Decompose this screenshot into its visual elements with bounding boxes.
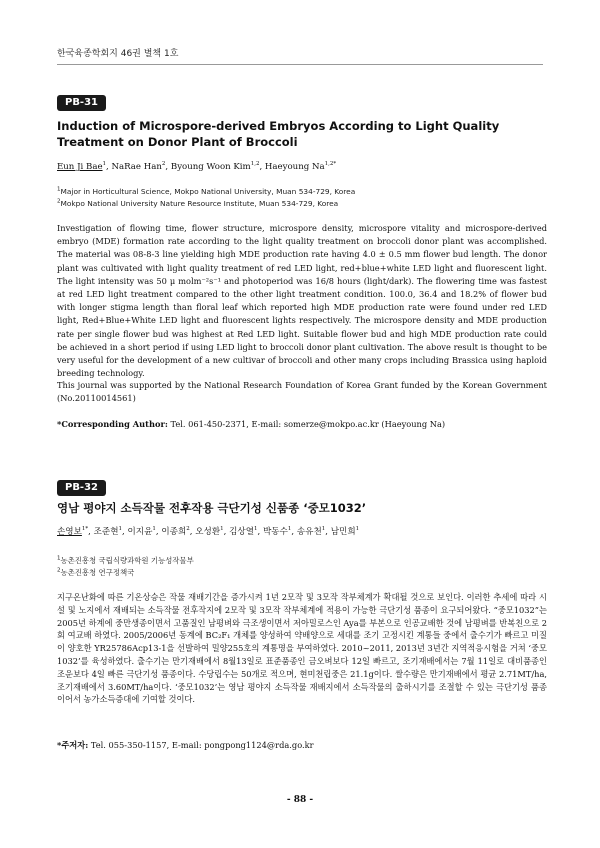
abstract-text: 지구온난화에 따른 기온상승은 작물 재배기간을 증가시켜 1년 2모작 및 3모작 작부체계가 확대될 것으로 보인다. 이러한 추세에 따라 시설 및 노지에서 재배되는 소득작물 전후작지에 2모작 및 3모작 작부체계에 적용이 가능한 극단기성 품종이 요구되어왔다. “중모1032”는 2005년 하계에 중만생종이면서 고품질인 남평벼와 극조생이면서 저아밀로스인 Aya를 부본으로 인공교배한 것에 남평벼를 반복친으로 2회 여교배 하였다. 2005/2006년 동계에 BC₂F₁ 개체를 양성하여 약배양으로 세대를 조기 고정시킨 계통들 중에서 출수기가 빠르고 미질이 양호한 YR25786Acp13-1을 선발하여 밀양255호의 계통명을 부여하였다. 2010~2011, 2013년 3년간 지역적응시험을 거쳐 ‘중모1032’를 육성하였다. 출수기는 만기재배에서 8월13일로 표준품종인 금오벼보다 12일 빠르고, 조기재배에서는 7월 11일로 대비품종인 조운보다 4일 빠른 극단기성 품종이다. 수당립수는 50개로 적으며, 현미천립중은 21.1g이다. 쌀수량은 만기재배에서 평균 2.71MT/ha, 조기재배에서 3.60MT/ha이다. ‘중모1032’는 영남 평야지 소득작물 재배지에서 소득작물의 출하시기를 조절할 수 있는 극단기성 품종이어서 농가소득증대에 기여할 것이다.	[57, 592, 547, 705]
affiliation-list	[57, 186, 547, 209]
author-affiliation-mark: 1	[254, 526, 258, 533]
author	[94, 527, 122, 537]
affiliation-mark: 2	[57, 198, 61, 205]
author	[57, 162, 106, 172]
author-affiliation-mark: 1*	[81, 526, 89, 533]
abstract-text: Investigation of flowing time, flower structure, microspore density, microspore vitality and microspore-derived embryo (MDE) formation rate according to the light quality treatment on broccoli donor plant was accomplished. The material was 08-8-3 line yielding high MDE production rate having 4.0 ± 0.5 mm flower bud length. The donor plant was cultivated with light quality treatment of red LED light, red+blue+white LED light and fluorescent light. The light intensity was 50 μ molm⁻²s⁻¹ and photoperiod was 16/8 hours (light/dark). The flowering time was fastest at red LED light treatment compared to the other light treatment condition. 100.0, 36.4 and 18.2% of flower bud with longer stigma length than floral leaf which reported high MDE production rate were found under red LED light, Red+Blue+White LED light and fluorescent lights respectively. The microspore density and MDE production rate per single flower bud was highest at Red LED light. Suitable flower bud and high MDE production rate could be achieved in a short period if using LED light to broccoli donor plant cultivation. The above result is thought to be very useful for the development of a new cultivar of broccoli and other many crops including Brassica using haploid breeding technology.	[57, 223, 547, 379]
author-name: 조준현	[93, 527, 119, 537]
author	[195, 527, 223, 537]
abstract-id-badge: PB-32	[57, 480, 106, 496]
affiliation-mark: 1	[57, 186, 61, 193]
author-affiliation-mark: 1,2*	[324, 161, 337, 168]
acknowledgement-text: This journal was supported by the National Research Foundation of Korea Grant funded by the Korean Government (No.20110014561)	[57, 380, 547, 404]
abstract-id-badge: PB-31	[57, 95, 106, 111]
journal-header: 한국육종학회지 46권 별책 1호	[57, 49, 179, 59]
paper-title: 영남 평야지 소득작물 전후작용 극단기성 신품종 ‘중모1032’	[57, 501, 367, 515]
author-name: 손영보	[57, 527, 82, 537]
author-affiliation-mark: 1	[152, 526, 156, 533]
corresponding-contact: Tel. 061-450-2371, E-mail: somerze@mokpo.ac.kr (Haeyoung Na)	[170, 419, 446, 429]
affiliation-mark: 1	[57, 555, 61, 562]
affiliation	[57, 198, 547, 210]
author-affiliation-mark: 1,2	[250, 161, 260, 168]
author	[171, 162, 260, 172]
author-name: 오성환	[195, 527, 221, 537]
affiliation-text: 농촌진흥청 국립식량과학원 기능성작물부	[60, 556, 194, 565]
author-name: 김상열	[229, 527, 255, 537]
author	[297, 527, 325, 537]
author-affiliation-mark: 1	[321, 526, 326, 533]
author	[265, 162, 336, 172]
author-name: 송유천	[296, 527, 322, 537]
author-name: 남민희	[330, 527, 356, 537]
author-name: Haeyoung Na	[264, 162, 325, 172]
author	[263, 527, 291, 537]
author	[229, 527, 257, 537]
corresponding-author	[57, 739, 547, 752]
author	[161, 527, 189, 537]
affiliation	[57, 555, 547, 567]
author-affiliation-mark: 1	[355, 526, 360, 533]
author-name: 이지윤	[127, 527, 153, 537]
affiliation-list	[57, 555, 547, 578]
author-affiliation-mark: 1	[287, 526, 292, 533]
author-name: Byoung Woon Kim	[170, 162, 251, 172]
paper-title: Induction of Microspore-derived Embryos According to Light Quality Treatment on Donor Plant of Broccoli	[57, 119, 500, 149]
author-affiliation-mark: 2	[186, 526, 190, 533]
affiliation	[57, 186, 547, 198]
author	[57, 527, 88, 537]
author-list: Eun Ji Bae$^1$, NaRae Han$^2$, Byoung Woon Kim$^{1,2}$, Haeyoung $Na^{1,2*}$	[57, 161, 337, 172]
author-name: 이종희	[161, 527, 187, 537]
author-affiliation-mark: 1	[118, 526, 123, 533]
corresponding-contact: Tel. 055-350-1157, E-mail: pongpong1124@rda.go.kr	[90, 740, 314, 750]
affiliation-text: 농촌진흥청 연구정책국	[60, 567, 135, 577]
author-name: 박동수	[263, 527, 288, 537]
corresponding-label: *주저자:	[57, 740, 89, 750]
author-affiliation-mark: 2	[161, 161, 166, 168]
header-rule	[57, 64, 543, 65]
corresponding-author	[57, 418, 547, 431]
author-name: NaRae Han	[111, 162, 162, 172]
author-affiliation-mark: 1	[102, 161, 107, 168]
affiliation-text: Mokpo National University Nature Resource Institute, Muan 534-729, Korea	[60, 198, 339, 208]
author-name: Eun Ji Bae	[57, 162, 103, 172]
affiliation-mark: 2	[57, 567, 61, 574]
author	[331, 527, 359, 537]
author-list: 손영보$^{1*}$, 조준현$^1$, 이지윤$^1$, 이종희$^2$, 오성환$^1$, 김상열$^1$, 박동수$^1$, 송유천$^1$, 남민희$^1$	[57, 526, 360, 537]
author	[112, 162, 166, 172]
author-affiliation-mark: 1	[220, 526, 224, 533]
affiliation-text: Major in Horticultural Science, Mokpo National University, Muan 534-729, Korea	[60, 187, 356, 196]
corresponding-label: *Corresponding Author:	[57, 419, 168, 429]
page-number: - 88 -	[286, 795, 314, 805]
affiliation	[57, 567, 547, 579]
author	[128, 527, 156, 537]
